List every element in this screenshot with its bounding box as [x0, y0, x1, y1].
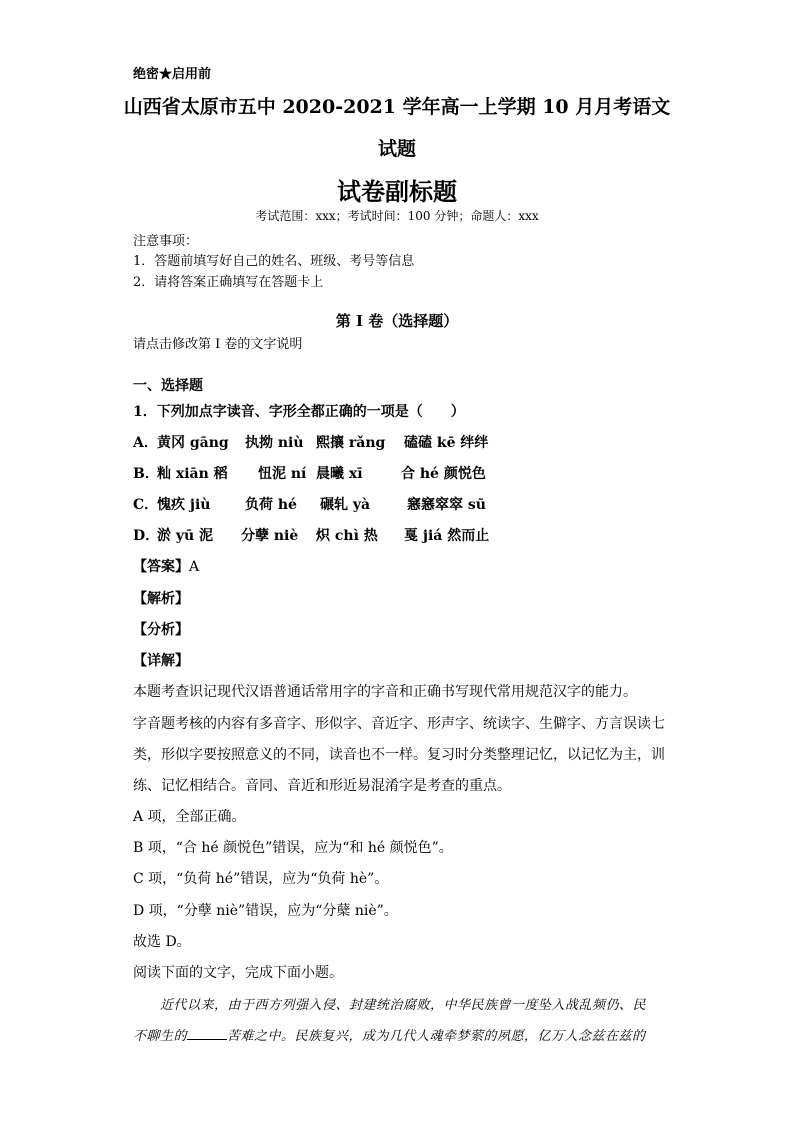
fill-in-blank [187, 1027, 227, 1040]
explanation-line: 练、记忆相结合。音同、音近和形近易混淆字是考查的重点。 [133, 778, 511, 794]
option-b-item: 忸泥 ní [258, 466, 307, 482]
reading-instruction: 阅读下面的文字，完成下面小题。 [133, 965, 343, 981]
explanation-line: B 项，“合 hé 颜悦色”错误，应为“和 hé 颜悦色”。 [133, 840, 453, 856]
passage-text: 不聊生的 [133, 1029, 188, 1044]
option-b-item: 籼 xiān 稻 [157, 466, 228, 482]
option-c-item: 愧疚 jiù [157, 497, 211, 513]
notes-heading: 注意事项： [133, 234, 199, 249]
notes-item: 1．答题前填写好自己的姓名、班级、考号等信息 [133, 254, 415, 269]
passage-line [133, 1025, 646, 1044]
option-a-item: 熙攘 rǎng [316, 435, 386, 451]
section-description: 请点击修改第 I 卷的文字说明 [133, 337, 303, 352]
explanation-line: 本题考查识记现代汉语普通话常用字的字音和正确书写现代常用规范汉字的能力。 [133, 684, 637, 700]
option-a-item: 磕磕 kē 绊绊 [404, 435, 489, 451]
option-b-item: 晨曦 xī [316, 466, 363, 482]
option-c-item: 负荷 hé [245, 497, 297, 513]
option-c-label: C． [133, 497, 159, 513]
explanation-line: 故选 D。 [133, 934, 191, 950]
exam-title-line1: 山西省太原市五中 2020-2021 学年高一上学期 10 月月考语文 [123, 96, 671, 118]
part-title: 一、选择题 [133, 378, 203, 394]
option-c-item: 碾轧 yà [320, 497, 371, 513]
explanation-line: 类，形似字要按照意义的不同，读音也不一样。复习时分类整理记忆，以记忆为主，训 [133, 747, 665, 763]
answer-line [133, 556, 199, 576]
confidential-label: 绝密★启用前 [133, 67, 212, 82]
option-d-item: 戛 jiá 然而止 [404, 528, 490, 544]
exam-info: 考试范围：xxx；考试时间：100 分钟；命题人：xxx [255, 209, 539, 223]
notes-item: 2．请将答案正确填写在答题卡上 [133, 275, 324, 290]
analysis-label: 【解析】 [133, 591, 189, 607]
passage-line: 近代以来，由于西方列强入侵、封建统治腐败，中华民族曾一度坠入战乱频仍、民 [160, 998, 647, 1013]
option-a-label: A． [133, 435, 158, 451]
explanation-line: 字音题考核的内容有多音字、形似字、音近字、形声字、统读字、生僻字、方言误读七 [133, 716, 665, 732]
exam-subtitle: 试卷副标题 [337, 177, 457, 206]
option-a-item: 执拗 niù [245, 435, 304, 451]
option-a-item: 黄冈 gāng [157, 435, 229, 451]
option-c-item: 窸窸窣窣 sū [407, 497, 486, 513]
option-b-label: B． [133, 466, 159, 482]
option-d-label: D． [133, 528, 160, 544]
option-d-item: 淤 yū 泥 [157, 528, 214, 544]
explanation-line: D 项，“分孽 niè”错误，应为“分蘖 niè”。 [133, 903, 398, 919]
explanation-line: C 项，“负荷 hé”错误，应为“负荷 hè”。 [133, 871, 389, 887]
exam-title-line2: 试题 [377, 138, 416, 160]
passage-text: 苦难之中。民族复兴，成为几代人魂牵梦萦的夙愿，亿万人念兹在兹的 [227, 1029, 646, 1044]
answer-value: A [189, 559, 200, 575]
explanation-line: A 项，全部正确。 [133, 809, 246, 825]
detail-label: 【详解】 [133, 653, 189, 669]
option-d-item: 炽 chì 热 [316, 528, 378, 544]
option-b-item: 合 hé 颜悦色 [401, 466, 486, 482]
question-stem: 1．下列加点字读音、字形全都正确的一项是（ ） [133, 404, 465, 420]
fenxi-label: 【分析】 [133, 622, 189, 638]
answer-label: 【答案】 [133, 559, 189, 575]
option-d-item: 分孽 niè [241, 528, 299, 544]
section-title: 第 I 卷（选择题） [335, 312, 459, 330]
